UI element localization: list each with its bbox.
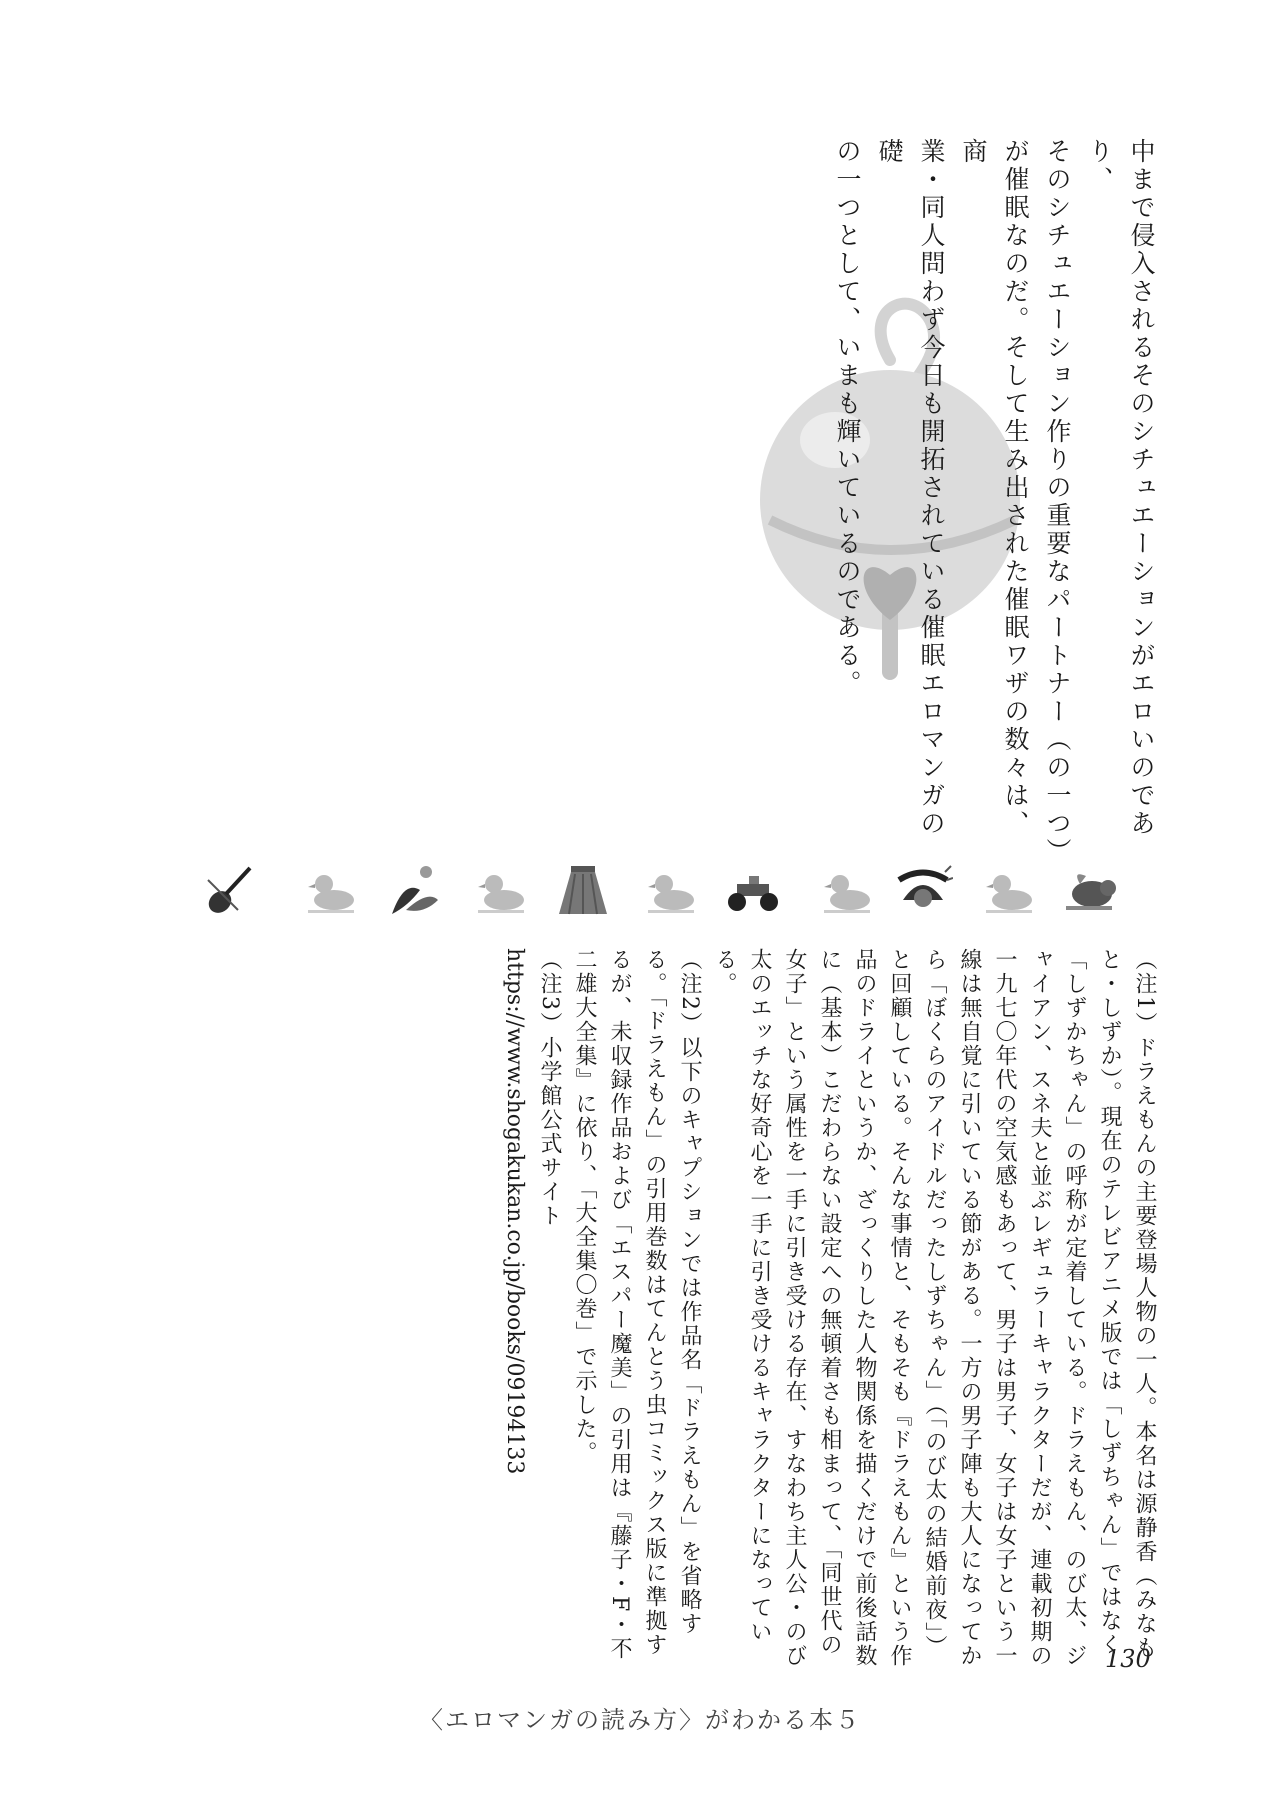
duck-icon [816, 860, 876, 920]
footnotes [302, 948, 1162, 1668]
note-3 [497, 948, 567, 1668]
main-body-text [322, 138, 1162, 866]
skirt-icon [553, 860, 613, 920]
rotary-phone-icon [893, 860, 953, 920]
duck-icon [640, 860, 700, 920]
flying-pig-icon [1060, 860, 1120, 920]
main-line-1: 中まで侵入されるそのシチュエーションがエロいのであり、 [1085, 138, 1156, 838]
note-1: （注1）ドラえもんの主要登場人物の一人。本名は源静香（みなもと・しずか）。現在のテレビアニメ版では「しずちゃん」ではなく「しずかちゃん」の呼称が定着している。ドラえもん、のび太、ジャイアン、スネ夫と並ぶレギュラーキャラクターだが、連載初期の一九七〇年代の空気感もあって、男子は男子、女子は女子という一線は無自覚に引いている節がある。一方の男子陣も大人になってから「ぼくらのアイドルだったしずちゃん」（「のび太の結婚前夜」）と回顧している。そんな事情と、そもそも『ドラえもん』という作品のドライというか、ざっくりした人物関係を描くだけで前後話数に（基本）こだわらない設定への無頓着さも相まって、「同世代の女子」という属性を一手に引き受ける存在、すなわち主人公・のび太のエッチな好奇心を一手に引き受けるキャラクターになっている。 [712, 948, 1157, 1668]
main-line-2: そのシチュエーション作りの重要なパートナー（の一つ） [1043, 138, 1072, 866]
tempura-shrimp-icon [384, 860, 444, 920]
atv-quad-bike-icon [723, 860, 783, 920]
running-title: 〈エロマンガの読み方〉がわかる本５ [419, 1706, 861, 1734]
duck-icon [300, 860, 360, 920]
page-number: 130 [1105, 1645, 1151, 1673]
note-3-prefix: （注3）小学館公式サイト [537, 948, 562, 1228]
duck-icon [470, 860, 530, 920]
note-2: （注2）以下のキャプションでは作品名「ドラえもん」を省略する。「ドラえもん」の引用巻数はてんとう虫コミックス版に準拠するが、未収録作品および「エスパー魔美」の引用は『藤子・F・不二雄大全集』に依り、「大全集〇巻」で示した。 [572, 948, 702, 1662]
duck-icon [978, 860, 1038, 920]
icon-divider-row [188, 860, 1128, 924]
violin-icon [198, 860, 258, 920]
main-line-5: の一つとして、いまも輝いているのである。 [833, 138, 862, 698]
note-3-url: https://www.shogakukan.co.jp/books/09194133 [502, 948, 527, 1475]
main-line-4: 業・同人問わず今日も開拓されている催眠エロマンガの礎 [875, 138, 946, 838]
main-line-3: が催眠なのだ。そして生み出された催眠ワザの数々は、商 [959, 138, 1030, 838]
